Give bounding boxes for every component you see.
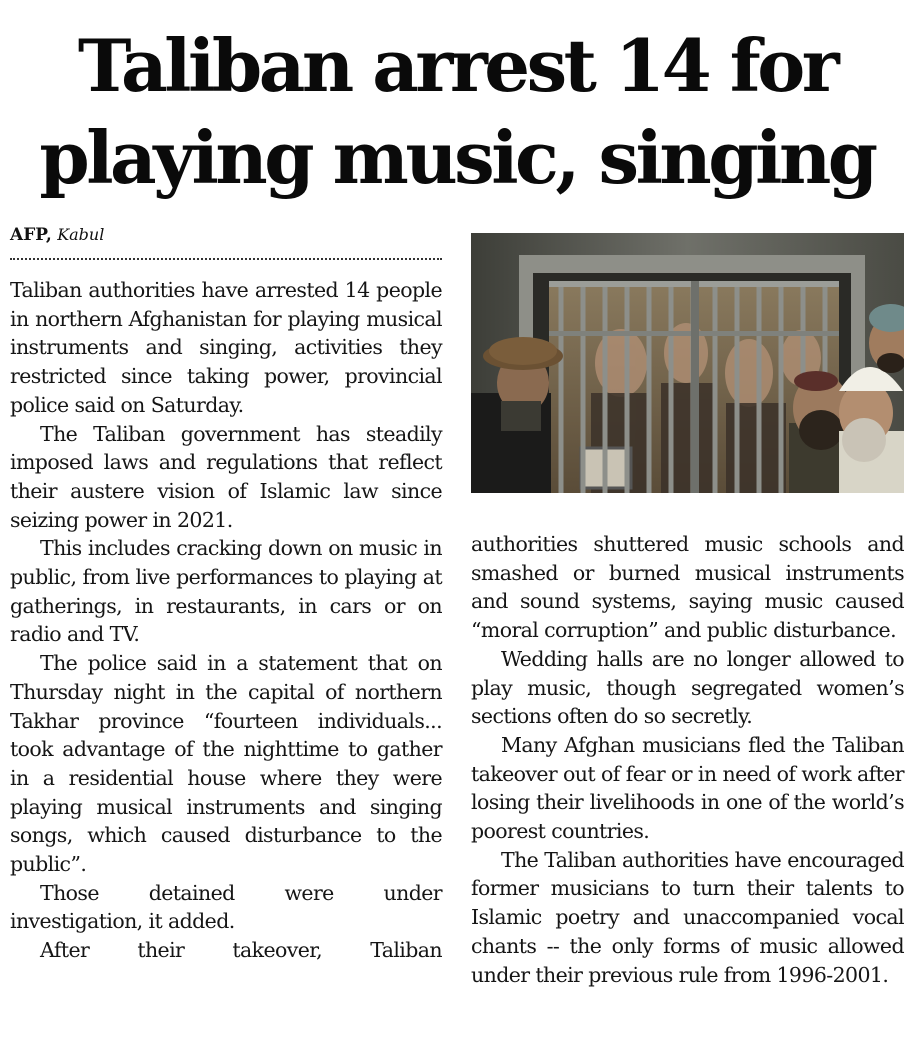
byline-source: AFP, <box>10 225 52 245</box>
article-paragraph: The Taliban authorities have encouraged former musicians to turn their talents to Islamic poetry and unaccompanied vocal chants -- the only forms of music allowed under their previous rule from 1996-2001. <box>471 847 904 987</box>
article-paragraph: Many Afghan musicians fled the Taliban takeover out of fear or in need of work after losing their livelihoods in one of the world’s poorest countries. <box>471 732 904 844</box>
headline-line-2: playing music, singing <box>39 115 875 200</box>
article-left-column <box>10 276 442 965</box>
article-right-column <box>471 530 904 989</box>
article-paragraph: The Taliban government has steadily imposed laws and regulations that reflect their austere vision of Islamic law since seizing power in 2021. <box>10 421 442 532</box>
byline-divider <box>10 258 442 260</box>
news-photo <box>471 233 904 493</box>
headline <box>0 20 914 204</box>
article-paragraph: Taliban authorities have arrested 14 people in northern Afghanistan for playing musical instruments and singing, activities they restricted since taking power, provincial police said on Saturday. <box>10 278 442 417</box>
article-paragraph: After their takeover, Taliban <box>40 938 442 963</box>
article-paragraph: Those detained were under investigation, it added. <box>10 880 442 934</box>
byline <box>10 224 104 246</box>
article-paragraph: The police said in a statement that on Thursday night in the capital of northern Takhar province “fourteen individuals... took advantage of the nighttime to gather in a residential house where they were playing musical instruments and singing songs, which caused disturbance to the public”. <box>10 651 442 877</box>
article-paragraph: This includes cracking down on music in public, from live performances to playing at gatherings, in restaurants, in cars or on radio and TV. <box>10 536 442 647</box>
article-paragraph: authorities shuttered music schools and smashed or burned musical instruments and sound systems, saying music caused “moral corruption” and public disturbance. <box>471 532 904 643</box>
article-paragraph: Wedding halls are no longer allowed to play music, though segregated women’s sections often do so secretly. <box>471 646 904 729</box>
photo-men-at-jail-cell-bars-icon <box>471 233 904 493</box>
headline-line-1: Taliban arrest 14 for <box>77 23 837 108</box>
byline-place: Kabul <box>57 225 105 244</box>
